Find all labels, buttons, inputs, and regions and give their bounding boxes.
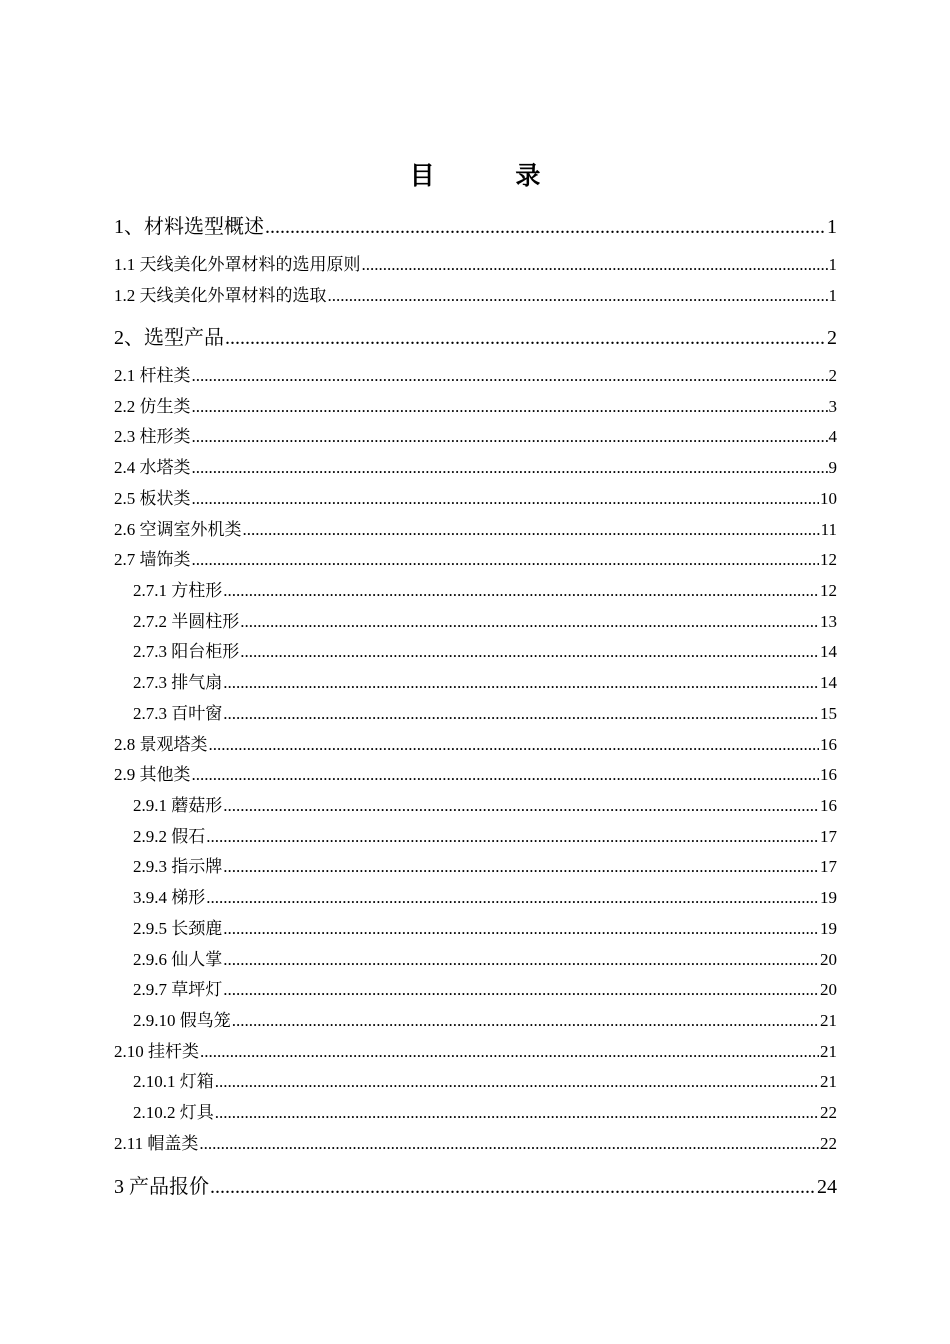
toc-entry-page-number: 4 xyxy=(828,427,837,446)
toc-dot-leader xyxy=(206,827,819,847)
toc-entry-label: 2.9.3 指示牌 xyxy=(133,857,223,876)
toc-entry-page-number: 22 xyxy=(820,1134,837,1153)
toc-dot-leader xyxy=(192,765,820,785)
toc-entry-page-number: 3 xyxy=(828,397,837,416)
toc-entry[interactable] xyxy=(114,392,837,417)
toc-entry-page-number: 16 xyxy=(820,765,837,784)
toc-entry-label: 2.9.2 假石 xyxy=(133,827,206,846)
toc-dot-leader xyxy=(192,427,828,447)
toc-entry-page-number: 13 xyxy=(820,612,837,631)
toc-dot-leader xyxy=(200,1042,819,1062)
toc-entry-label: 2.9.10 假鸟笼 xyxy=(133,1011,231,1030)
toc-dot-leader xyxy=(223,796,819,816)
toc-entry-label: 2.9.1 蘑菇形 xyxy=(133,796,223,815)
toc-dot-leader xyxy=(265,216,826,239)
toc-entry-page-number: 14 xyxy=(820,642,837,661)
toc-entry-label: 1、材料选型概述 xyxy=(114,216,264,238)
toc-entry-page-number: 20 xyxy=(820,980,837,999)
toc-entry[interactable] xyxy=(133,791,837,816)
toc-entry[interactable] xyxy=(133,637,837,662)
toc-entry-page-number: 15 xyxy=(820,704,837,723)
toc-dot-leader xyxy=(223,919,819,939)
toc-entry-label: 2、选型产品 xyxy=(114,327,224,349)
toc-entry[interactable] xyxy=(114,1037,837,1062)
toc-entry-label: 1.2 天线美化外罩材料的选取 xyxy=(114,286,327,305)
toc-entry-label: 2.9.6 仙人掌 xyxy=(133,950,223,969)
toc-entry[interactable] xyxy=(133,1006,837,1031)
toc-entry[interactable] xyxy=(133,1098,837,1123)
toc-entry-page-number: 19 xyxy=(820,888,837,907)
toc-entry-page-number: 17 xyxy=(820,857,837,876)
toc-entry[interactable] xyxy=(133,1067,837,1092)
toc-entry-label: 2.10.2 灯具 xyxy=(133,1103,214,1122)
toc-entry[interactable] xyxy=(133,607,837,632)
toc-entry[interactable] xyxy=(114,484,837,509)
toc-dot-leader xyxy=(209,735,820,755)
toc-entry-page-number: 14 xyxy=(820,673,837,692)
toc-entry-label: 3.9.4 梯形 xyxy=(133,888,206,907)
toc-entry-label: 2.10 挂杆类 xyxy=(114,1042,199,1061)
toc-entry-label: 2.7.1 方柱形 xyxy=(133,581,223,600)
toc-entry-page-number: 16 xyxy=(820,796,837,815)
toc-entry-page-number: 10 xyxy=(820,489,837,508)
toc-dot-leader xyxy=(243,520,820,540)
toc-entry-page-number: 1 xyxy=(828,255,837,274)
toc-entry-page-number: 12 xyxy=(820,550,837,569)
toc-entry-page-number: 2 xyxy=(828,366,837,385)
toc-entry-label: 2.9.5 长颈鹿 xyxy=(133,919,223,938)
toc-entry-label: 2.4 水塔类 xyxy=(114,458,191,477)
toc-dot-leader xyxy=(210,1176,816,1199)
toc-entry[interactable] xyxy=(114,453,837,478)
toc-entry[interactable] xyxy=(133,699,837,724)
toc-entry-page-number: 12 xyxy=(820,581,837,600)
toc-entry-label: 2.2 仿生类 xyxy=(114,397,191,416)
toc-entry-page-number: 19 xyxy=(820,919,837,938)
toc-entry-label: 2.6 空调室外机类 xyxy=(114,520,242,539)
toc-entry[interactable] xyxy=(114,321,837,350)
toc-dot-leader xyxy=(328,286,828,306)
toc-dot-leader xyxy=(215,1072,819,1092)
toc-dot-leader xyxy=(199,1134,819,1154)
toc-entry[interactable] xyxy=(114,250,837,275)
toc-entry-page-number: 22 xyxy=(820,1103,837,1122)
toc-dot-leader xyxy=(192,366,828,386)
toc-dot-leader xyxy=(192,489,820,509)
toc-entry-label: 3 产品报价 xyxy=(114,1176,209,1198)
toc-entry-label: 2.5 板状类 xyxy=(114,489,191,508)
toc-dot-leader xyxy=(240,642,819,662)
toc-entry-page-number: 21 xyxy=(820,1042,837,1061)
toc-dot-leader xyxy=(232,1011,819,1031)
toc-entry[interactable] xyxy=(114,730,837,755)
toc-entry-page-number: 9 xyxy=(828,458,837,477)
toc-entry[interactable] xyxy=(133,883,837,908)
toc-entry-label: 2.3 柱形类 xyxy=(114,427,191,446)
toc-dot-leader xyxy=(362,255,828,275)
toc-dot-leader xyxy=(223,980,819,1000)
toc-entry-page-number: 16 xyxy=(820,735,837,754)
toc-entry-label: 2.11 帽盖类 xyxy=(114,1134,199,1153)
toc-entry[interactable] xyxy=(114,361,837,386)
toc-entry[interactable] xyxy=(133,852,837,877)
toc-entry-label: 2.7.3 阳台柜形 xyxy=(133,642,240,661)
toc-dot-leader xyxy=(223,857,819,877)
toc-entry[interactable] xyxy=(133,945,837,970)
toc-entry[interactable] xyxy=(114,545,837,570)
toc-entry[interactable] xyxy=(133,576,837,601)
toc-dot-leader xyxy=(223,673,819,693)
toc-dot-leader xyxy=(223,950,819,970)
toc-entry-label: 2.1 杆柱类 xyxy=(114,366,191,385)
toc-entry-label: 2.8 景观塔类 xyxy=(114,735,208,754)
toc-dot-leader xyxy=(192,458,828,478)
toc-entry-page-number: 17 xyxy=(820,827,837,846)
toc-entry-label: 2.7.3 排气扇 xyxy=(133,673,223,692)
toc-entry-label: 2.7 墙饰类 xyxy=(114,550,191,569)
toc-entry-page-number: 1 xyxy=(828,286,837,305)
toc-entry[interactable] xyxy=(114,760,837,785)
toc-dot-leader xyxy=(206,888,819,908)
toc-entry-page-number: 20 xyxy=(820,950,837,969)
toc-entry-page-number: 21 xyxy=(820,1011,837,1030)
toc-dot-leader xyxy=(192,550,820,570)
toc-dot-leader xyxy=(225,327,826,350)
toc-dot-leader xyxy=(223,704,819,724)
toc-dot-leader xyxy=(215,1103,819,1123)
toc-dot-leader xyxy=(240,612,819,632)
toc-entry-page-number: 2 xyxy=(827,327,837,349)
toc-entry-page-number: 1 xyxy=(827,216,837,238)
toc-entry-page-number: 11 xyxy=(820,520,837,539)
toc-entry[interactable] xyxy=(133,822,837,847)
toc-entry-label: 2.10.1 灯箱 xyxy=(133,1072,214,1091)
toc-entry[interactable] xyxy=(114,1170,837,1199)
toc-entry-label: 1.1 天线美化外罩材料的选用原则 xyxy=(114,255,361,274)
toc-dot-leader xyxy=(223,581,819,601)
toc-entry-page-number: 24 xyxy=(817,1176,837,1198)
toc-entry[interactable] xyxy=(133,975,837,1000)
toc-entry[interactable] xyxy=(114,422,837,447)
toc-entry[interactable] xyxy=(133,668,837,693)
toc-entry-label: 2.9.7 草坪灯 xyxy=(133,980,223,999)
toc-entry-label: 2.7.3 百叶窗 xyxy=(133,704,223,723)
toc-entry[interactable] xyxy=(114,281,837,306)
toc-entry-page-number: 21 xyxy=(820,1072,837,1091)
page-title: 目 录 xyxy=(409,161,577,190)
toc-entry[interactable] xyxy=(114,1129,837,1154)
toc-dot-leader xyxy=(192,397,828,417)
toc-entry[interactable] xyxy=(114,515,837,540)
toc-entry-label: 2.9 其他类 xyxy=(114,765,191,784)
toc-entry[interactable] xyxy=(133,914,837,939)
toc-entry[interactable] xyxy=(114,210,837,239)
toc-entry-label: 2.7.2 半圆柱形 xyxy=(133,612,240,631)
